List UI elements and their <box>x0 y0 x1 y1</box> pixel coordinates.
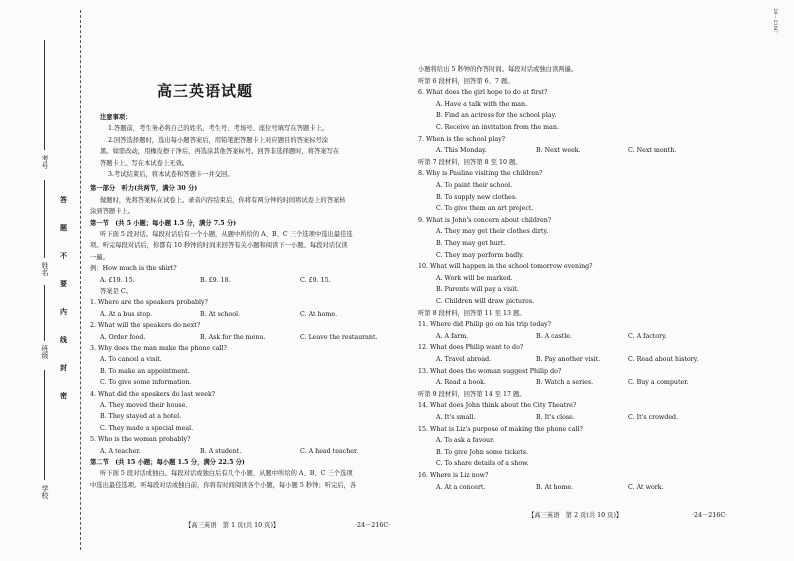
right-intro-line: 听第 6 段材料，回答第 6、7 题。 <box>418 77 514 85</box>
option-c: C. To give some information. <box>100 379 192 387</box>
section1-intro-line: 一遍。 <box>90 253 109 261</box>
option-a: A. They may get their clothes dirty. <box>436 228 549 236</box>
question-stem: 7. When is the school play? <box>418 135 506 143</box>
question-stem: 9. What is John's concern about children? <box>418 216 552 224</box>
option-c: C. It's crowded. <box>628 414 679 421</box>
section1-intro-line: 听下面 5 段对话。每段对话后有一个小题，从题中所给的 A、B、C 三个选项中选出最佳选 <box>100 231 353 238</box>
seal-char: 不 <box>60 251 67 260</box>
question-stem: 14. What does John think about the City Theatre? <box>418 402 577 410</box>
notes-line: 2.回答选择题时，选出每小题答案后，用铅笔把答题卡上对应题目的答案标号涂 <box>108 136 329 144</box>
seal-line-text <box>60 195 70 455</box>
question-stem: 2. What will the speakers do next? <box>90 322 201 330</box>
question-stem: 16. Where is Liz now? <box>418 472 489 479</box>
section2-intro-line: 中选出最佳选项。听每段对话或独白前，你将有时间阅读各个小题，每小题 5 秒钟；听完后，各 <box>90 481 357 489</box>
option-a: A. Travel abroad. <box>436 356 492 363</box>
seal-char: 线 <box>60 335 67 344</box>
right-edge-code: 24－216C <box>772 8 778 33</box>
option-a: A. Order food. <box>100 333 146 341</box>
notes-title: 注意事项： <box>100 114 132 121</box>
seal-char: 答 <box>60 195 67 204</box>
option-c: C. At home. <box>300 310 338 318</box>
section2-intro-line: 听下面 5 段对话或独白。每段对话或独白后有几个小题，从题中所给的 A、B、C 三个选项 <box>100 470 353 478</box>
option-c: C. Receive an invitation from the man. <box>436 124 559 131</box>
seal-dashed-line <box>80 10 81 550</box>
footer-right-code: ·24－216C· <box>692 512 728 519</box>
option-c: C. Leave the restaurant. <box>300 333 378 341</box>
footer-left-code: ·24－216C· <box>355 522 391 529</box>
notes-line: 答题卡上。写在本试卷上无效。 <box>100 159 189 167</box>
xingming-line <box>44 180 45 258</box>
option-a: A. This Monday. <box>436 147 487 155</box>
option-c: C. Read about history. <box>628 356 699 363</box>
question-stem: 11. Where did Philip go on his trip today? <box>418 321 552 329</box>
question-stem: 1. Where are the speakers probably? <box>90 299 208 307</box>
banji-label: 班级 <box>41 345 49 359</box>
option-a: A. A farm. <box>436 332 469 340</box>
question-stem: 4. What did the speakers do last week? <box>90 390 216 398</box>
section2-heading: 第二节 (共 15 小题；每小题 1.5 分，满分 22.5 分) <box>90 459 245 466</box>
question-stem: 8. Why is Pauline visiting the children? <box>418 170 543 178</box>
option-b: B. At home. <box>536 483 574 491</box>
notes-line: 3.考试结束后，将本试卷和答题卡一并交回。 <box>108 171 234 178</box>
option-b: B. A student. <box>200 447 242 455</box>
seal-char: 内 <box>60 307 67 316</box>
option-a: A. Have a talk with the man. <box>436 100 528 108</box>
question-stem: 12. What does Philip want to do? <box>418 344 524 352</box>
option-c: C. Buy a computer. <box>628 379 689 387</box>
option-b: B. Next week. <box>536 147 581 155</box>
example-option-b: B. £9. 18. <box>200 276 231 284</box>
example-answer: 答案是 C。 <box>100 288 133 295</box>
part1-intro-line: 涂到答题卡上。 <box>90 208 135 216</box>
material-heading: 听第 9 段材料，回答第 14 至 17 题。 <box>418 390 526 398</box>
option-b: B. A castle. <box>536 332 572 340</box>
seal-char: 要 <box>60 279 67 288</box>
option-b: B. Ask for the menu. <box>200 333 266 341</box>
question-stem: 6. What does the girl hope to do at first? <box>418 89 548 97</box>
option-b: B. They stayed at a hotel. <box>100 413 182 421</box>
option-b: B. They may get hurt. <box>436 240 506 247</box>
xuexiao-line <box>44 370 45 480</box>
part1-intro-line: 做题时，先将答案标在试卷上。录音内容结束后，你将有两分钟的时间将试卷上的答案转 <box>100 196 346 204</box>
option-a: A. To cancel a visit. <box>100 356 162 364</box>
option-c: C. A head teacher. <box>300 447 359 455</box>
material-heading: 听第 7 段材料，回答第 8 至 10 题。 <box>418 158 522 166</box>
question-stem: 13. What does the woman suggest Philip do? <box>418 367 562 375</box>
section1-intro-line: 项。听完每段对话后，你都有 10 秒钟的时间来回答有关小题和阅读下一小题。每段对话仅读 <box>90 242 348 250</box>
notes-line: 黑。如需改动，用橡皮擦干净后，再选涂其他答案标号。回答非选择题时，将答案写在 <box>100 148 340 156</box>
option-c: C. To give them an art project. <box>436 205 534 213</box>
part1-heading: 第一部分 听力(共两节，满分 30 分) <box>90 185 198 193</box>
option-b: B. To supply new clothes. <box>436 193 518 201</box>
exam-title: 高三英语试题 <box>156 82 253 100</box>
option-b: B. Pay another visit. <box>536 356 601 363</box>
question-stem: 5. Who is the woman probably? <box>90 436 191 444</box>
option-c: C. Next month. <box>628 147 677 155</box>
option-a: A. Work will be marked. <box>436 274 513 282</box>
option-a: A. To paint their school. <box>436 182 513 189</box>
option-b: B. To make an appointment. <box>100 367 190 375</box>
option-a: A. It's small. <box>436 414 476 421</box>
notes-line: 1.答题前，考生务必将自己的姓名、考生号、考场号、座位号填写在答题卡上。 <box>108 125 329 133</box>
footer-left-page: 【高三英语 第 1 页(共 10 页)】 <box>185 522 280 529</box>
example-option-a: A. £19. 15. <box>100 276 135 284</box>
option-c: C. A factory. <box>628 332 667 340</box>
question-stem: 10. What will happen in the school tomorrow evening? <box>418 263 593 271</box>
material-heading: 听第 8 段材料，回答第 11 至 13 题。 <box>418 309 526 317</box>
footer-right-page: 【高三英语 第 2 页(共 10 页)】 <box>528 512 623 519</box>
option-b: B. At school. <box>200 310 241 318</box>
seal-char: 封 <box>60 363 67 372</box>
question-stem: 3. Why does the man make the phone call? <box>90 345 227 352</box>
option-a: A. A teacher. <box>100 447 141 455</box>
option-a: A. At a concert. <box>436 483 486 491</box>
seal-char: 题 <box>60 223 67 232</box>
option-a: A. At a bus stop. <box>100 310 153 318</box>
example-question: 例：How much is the shirt? <box>90 265 177 273</box>
kaohao-label: 考号 <box>41 155 49 169</box>
option-c: C. They may perform badly. <box>436 251 524 259</box>
option-c: C. Children will draw pictures. <box>436 298 535 305</box>
example-option-c: C. £9. 15. <box>300 276 331 284</box>
question-stem: 15. What is Liz's purpose of making the phone call? <box>418 425 583 433</box>
option-b: B. To give John some tickets. <box>436 448 528 456</box>
option-b: B. Find an actress for the school play. <box>436 112 557 120</box>
option-c: C. They made a special meal. <box>100 424 194 432</box>
option-b: B. Watch a series. <box>536 379 594 387</box>
option-c: C. At work. <box>628 483 664 491</box>
right-intro-line: 小题将给出 5 秒钟的作答时间。每段对话或独白读两遍。 <box>418 66 578 73</box>
option-c: C. To share details of a show. <box>436 460 529 468</box>
banji-line <box>44 285 45 341</box>
option-a: A. To ask a favour. <box>436 437 495 445</box>
option-b: B. It's close. <box>536 414 575 421</box>
option-b: B. Parents will pay a visit. <box>436 286 519 294</box>
section1-heading: 第一节 (共 5 小题；每小题 1.5 分，满分 7.5 分) <box>90 219 237 227</box>
option-a: A. They moved their house. <box>100 402 188 409</box>
xuexiao-label: 学校 <box>41 485 49 499</box>
seal-char: 密 <box>60 391 67 400</box>
option-a: A. Read a book. <box>436 379 486 387</box>
kaohao-line <box>44 40 45 150</box>
xingming-label: 姓名 <box>41 262 49 276</box>
